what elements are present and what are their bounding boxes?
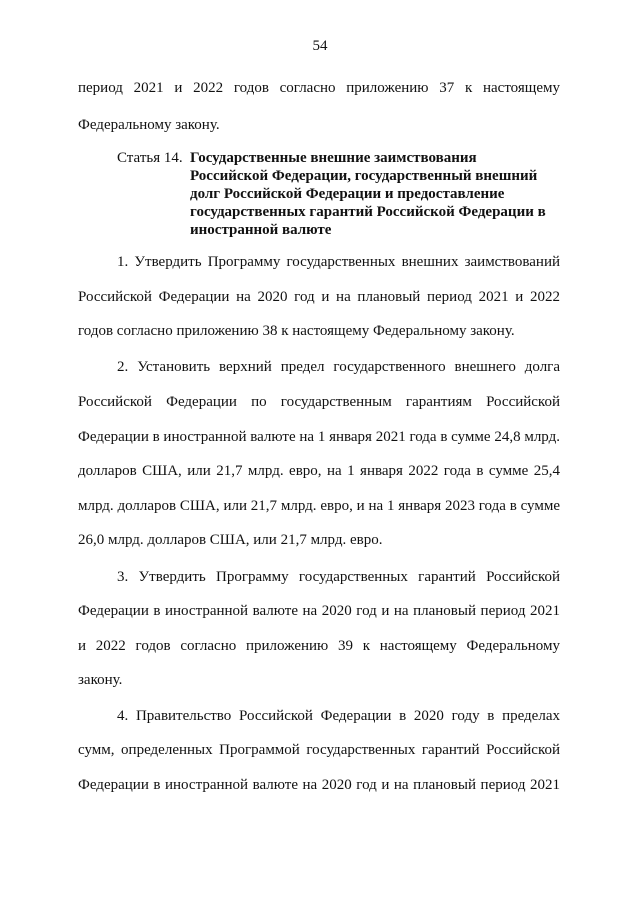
paragraph-2-line: 2. Установить верхний предел государственного внешнего долга [117, 359, 560, 375]
article-title-line: долг Российской Федерации и предоставление [190, 186, 505, 202]
article-title-line: иностранной валюте [190, 222, 332, 238]
article-label: Статья 14. [117, 150, 183, 166]
paragraph-3-line: и 2022 годов согласно приложению 39 к настоящему Федеральному [78, 638, 560, 654]
paragraph-2-line: 26,0 млрд. долларов США, или 21,7 млрд. евро. [78, 532, 383, 548]
paragraph-2-line: Российской Федерации по государственным гарантиям Российской [78, 394, 560, 410]
paragraph-1-line: Российской Федерации на 2020 год и на плановый период 2021 и 2022 [78, 289, 560, 305]
page-number: 54 [312, 38, 328, 54]
text-line: период 2021 и 2022 годов согласно приложению 37 к настоящему [78, 80, 560, 96]
paragraph-3-line: закону. [78, 672, 123, 688]
article-title [190, 149, 570, 239]
paragraph-4-line: сумм, определенных Программой государственных гарантий Российской [78, 742, 560, 758]
article-title-line: государственных гарантий Российской Федерации в [190, 204, 546, 220]
paragraph-4-line: Федерации в иностранной валюте на 2020 год и на плановый период 2021 [78, 777, 560, 793]
paragraph-2-line: млрд. долларов США, или 21,7 млрд. евро, и на 1 января 2023 года в сумме [78, 498, 560, 514]
text-line: Федеральному закону. [78, 117, 220, 133]
article-title-line: Российской Федерации, государственный внешний [190, 168, 538, 184]
paragraph-2-line: Федерации в иностранной валюте на 1 января 2021 года в сумме 24,8 млрд. [78, 429, 560, 445]
paragraph-3-line: Федерации в иностранной валюте на 2020 год и на плановый период 2021 [78, 603, 560, 619]
paragraph-1-line: годов согласно приложению 38 к настоящему Федеральному закону. [78, 323, 515, 339]
paragraph-2-line: долларов США, или 21,7 млрд. евро, на 1 января 2022 года в сумме 25,4 [78, 463, 560, 479]
paragraph-1-line: 1. Утвердить Программу государственных внешних заимствований [117, 254, 560, 270]
paragraph-4-line: 4. Правительство Российской Федерации в 2020 году в пределах [117, 708, 560, 724]
paragraph-3-line: 3. Утвердить Программу государственных гарантий Российской [117, 569, 560, 585]
article-title-line: Государственные внешние заимствования [190, 150, 477, 166]
